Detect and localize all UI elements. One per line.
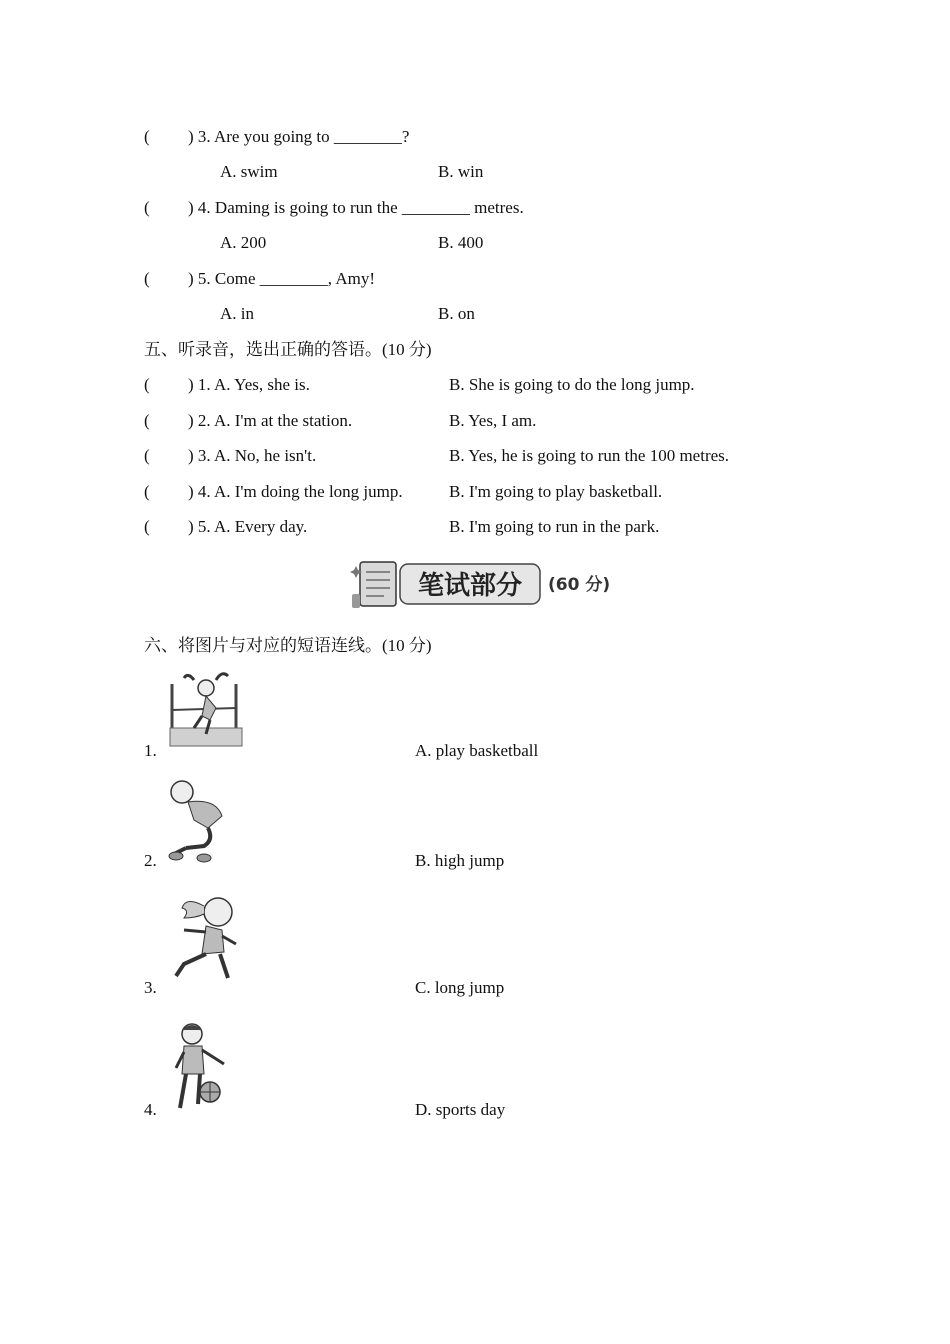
question-text: ) 5. Come ________, Amy! (188, 269, 375, 288)
answer-paren[interactable]: ( (144, 517, 150, 536)
option-b: B. on (438, 304, 475, 323)
row-number: 4. (144, 1100, 157, 1119)
question-option-a: ) 3. A. No, he isn't. (188, 446, 317, 465)
option-b: B. win (438, 162, 484, 181)
section5-heading: 五、听录音，选出正确的答语。(10 分) (144, 340, 432, 359)
answer-paren[interactable]: ( (144, 411, 150, 430)
banner-score: (60 分) (548, 575, 611, 595)
phrase-option[interactable]: A. play basketball (415, 741, 539, 760)
question-option-a: ) 1. A. Yes, she is. (188, 375, 310, 394)
notebook-icon (350, 562, 396, 608)
question-option-a: ) 2. A. I'm at the station. (188, 411, 353, 430)
option-a: A. in (220, 304, 254, 323)
option-b: B. 400 (438, 233, 484, 252)
answer-paren[interactable]: ( (144, 269, 150, 288)
question-text: ) 4. Daming is going to run the ________ metres. (188, 198, 524, 217)
option-b: B. She is going to do the long jump. (449, 375, 695, 394)
basketball-picture[interactable] (168, 1020, 232, 1116)
option-b: B. Yes, he is going to run the 100 metres. (449, 446, 730, 465)
row-number: 3. (144, 978, 157, 997)
option-a: A. swim (220, 162, 278, 181)
answer-paren[interactable]: ( (144, 127, 150, 146)
answer-paren[interactable]: ( (144, 446, 150, 465)
high-jump-picture[interactable] (166, 668, 246, 752)
banner-title: 笔试部分 (417, 571, 523, 601)
option-b: B. I'm going to run in the park. (449, 517, 660, 536)
answer-paren[interactable]: ( (144, 375, 150, 394)
answer-paren[interactable]: ( (144, 482, 150, 501)
answer-paren[interactable]: ( (144, 198, 150, 217)
option-b: B. I'm going to play basketball. (449, 482, 663, 501)
option-a: A. 200 (220, 233, 267, 252)
row-number: 1. (144, 741, 157, 760)
question-text: ) 3. Are you going to ________? (188, 127, 410, 146)
question-option-a: ) 5. A. Every day. (188, 517, 308, 536)
phrase-option[interactable]: C. long jump (415, 978, 505, 997)
running-picture[interactable] (166, 892, 246, 988)
phrase-option[interactable]: B. high jump (415, 851, 505, 870)
phrase-option[interactable]: D. sports day (415, 1100, 506, 1119)
written-part-banner (350, 556, 620, 614)
question-option-a: ) 4. A. I'm doing the long jump. (188, 482, 403, 501)
row-number: 2. (144, 851, 157, 870)
section6-heading: 六、将图片与对应的短语连线。(10 分) (144, 636, 432, 655)
option-b: B. Yes, I am. (449, 411, 537, 430)
long-jump-picture[interactable] (164, 776, 232, 866)
